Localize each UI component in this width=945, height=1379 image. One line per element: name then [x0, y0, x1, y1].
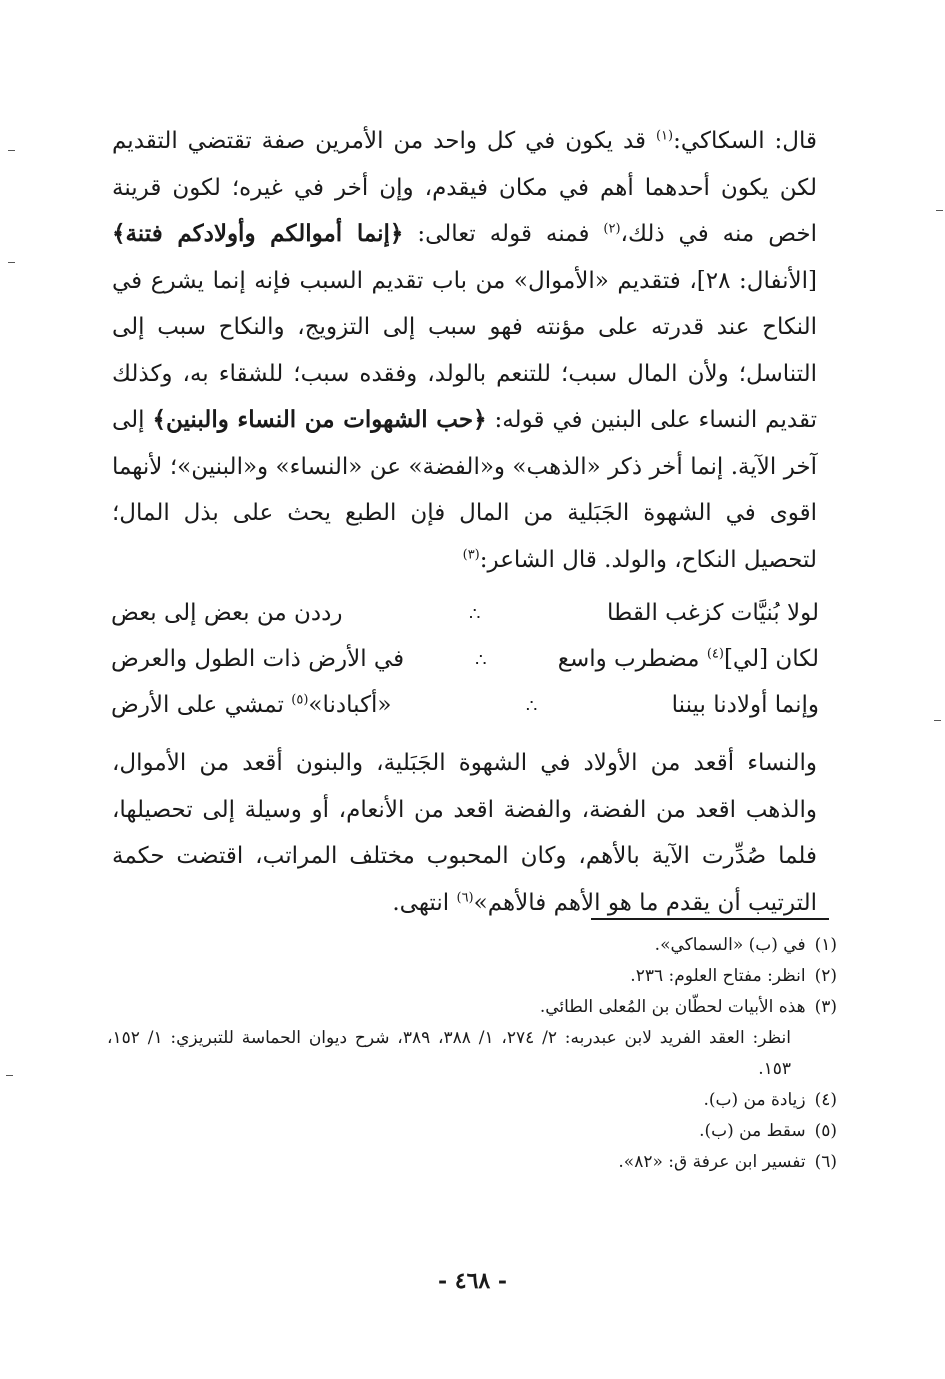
- footnote-ref[interactable]: (٤): [706, 646, 724, 662]
- footnotes-list: [107, 930, 837, 1178]
- text-segment: [الأنفال: ٢٨]، فتقديم «الأموال» من باب تقديم السبب فإنه إنما يشرع في النكاح عند قدرته على مؤنته فهو سبب إلى التزويج، والنكاح سبب إلى التناسل؛ ولأن المال سبب؛ للتنعم بالولد، وفقده سبب؛ للشقاء به، وكذلك تقديم النساء على البنين في قوله:: [112, 267, 817, 433]
- text-segment: والنساء أقعد من الأولاد في الشهوة الجَبَلية، والبنون أقعد من الأموال، والذهب اقعد من الفضة، والفضة اقعد من الأنعام، أو وسيلة إلى تحصيلها، فلما صُدِّرت الآية بالأهم، وكان المحبوب مختلف المراتب، اقتضت حكمة الترتيب أن يقدم ما هو الأهم فالأهم»: [112, 750, 817, 916]
- poem-separator: ∴: [475, 650, 487, 671]
- text-segment: إلى آخر الآية. إنما أخر ذكر «الذهب» و«الفضة» عن «النساء» و«البنين»؛ لأنهما اقوى في الشهوة الجَبَلية من المال فإن الطبع يحث على بذل المال؛ لتحصيل النكاح، والولد. قال الشاعر:: [112, 407, 817, 573]
- footnote-item: [107, 961, 837, 992]
- footnote-item: [107, 930, 837, 961]
- footnote-text: انظر: العقد الفريد لابن عبدربه: ٢/ ٢٧٤، ١/ ٣٨٨، ٣٨٩، شرح ديوان الحماسة للتبريزي: ١/ ١٥٢، ١٥٣.: [107, 1028, 791, 1079]
- scan-margin-mark: [8, 262, 15, 263]
- second-paragraph: [112, 740, 817, 926]
- scan-margin-mark: [936, 210, 943, 211]
- footnote-text: في (ب) «السماكي».: [654, 935, 806, 955]
- footnote-number: (١): [814, 935, 837, 955]
- footnote-item: [107, 1023, 837, 1085]
- footnote-text: زيادة من (ب).: [703, 1090, 806, 1110]
- poem-line: [111, 636, 819, 682]
- footnote-number: (٤): [814, 1090, 837, 1110]
- footnote-number: (٥): [814, 1121, 837, 1141]
- poem: [111, 590, 819, 728]
- scan-margin-mark: [6, 1075, 13, 1076]
- footnote-text: سقط من (ب).: [699, 1121, 806, 1141]
- text-segment: مضطرب واسع: [557, 646, 707, 672]
- footnote-text: هذه الأبيات لحطّان بن المُعلى الطائي.: [539, 997, 806, 1017]
- poem-hemistich-second: [111, 682, 391, 728]
- text-segment: «أكبادنا»: [308, 692, 392, 718]
- footnote-item: [107, 1085, 837, 1116]
- footnote-number: (٦): [814, 1152, 837, 1172]
- footnote-divider: [591, 918, 829, 920]
- text-segment: لكان [لي]: [723, 646, 819, 672]
- text-segment: انتهى.: [392, 889, 457, 916]
- quran-quote: ﴿حب الشهوات من النساء والبنين﴾: [152, 406, 487, 433]
- poem-hemistich-second: في الأرض ذات الطول والعرض: [111, 646, 405, 672]
- text-segment: فمنه قوله تعالى:: [403, 221, 604, 247]
- footnote-text: انظر: مفتاح العلوم: ٢٣٦.: [630, 966, 806, 986]
- footnote-item: [107, 1147, 837, 1178]
- poem-hemistich-second: رددن من بعض إلى بعض: [111, 600, 343, 626]
- poem-hemistich-first: [558, 636, 819, 682]
- poem-hemistich-first: لولا بُنيَّات كزغب القطا: [606, 600, 819, 626]
- poem-line: [111, 682, 819, 728]
- main-paragraph: [112, 118, 817, 583]
- footnote-number: (٣): [814, 997, 837, 1017]
- text-segment: تمشي على الأرض: [111, 692, 292, 718]
- poem-line: [111, 590, 819, 636]
- poem-separator: ∴: [469, 604, 481, 625]
- footnote-item: [107, 992, 837, 1023]
- poem-separator: ∴: [525, 696, 538, 717]
- footnote-number: (٢): [814, 966, 837, 986]
- text-segment: قال: السكاكي:: [673, 128, 817, 154]
- poem-hemistich-first: وإنما أولادنا بيننا: [671, 692, 819, 718]
- footnote-ref[interactable]: (٣): [462, 546, 480, 562]
- footnote-ref[interactable]: (١): [655, 128, 674, 144]
- footnote-ref[interactable]: (٥): [291, 692, 309, 708]
- footnote-ref[interactable]: (٢): [603, 221, 621, 237]
- scan-margin-mark: [934, 720, 941, 721]
- footnote-ref[interactable]: (٦): [456, 889, 474, 905]
- footnote-text: تفسير ابن عرفة ق: «٨٢».: [618, 1152, 806, 1172]
- text-segment: قد يكون في كل واحد من الأمرين صفة تقتضي التقديم لكن يكون أحدهما أهم في مكان فيقدم، وإن أخر في غيره؛ لكون قرينة اخص منه في ذلك،: [112, 128, 817, 247]
- scan-margin-mark: [8, 150, 15, 151]
- footnote-item: [107, 1116, 837, 1147]
- quran-quote: ﴿إنما أموالكم وأولادكم فتنة﴾: [112, 220, 404, 247]
- page-number: - ٤٦٨ -: [437, 1268, 508, 1294]
